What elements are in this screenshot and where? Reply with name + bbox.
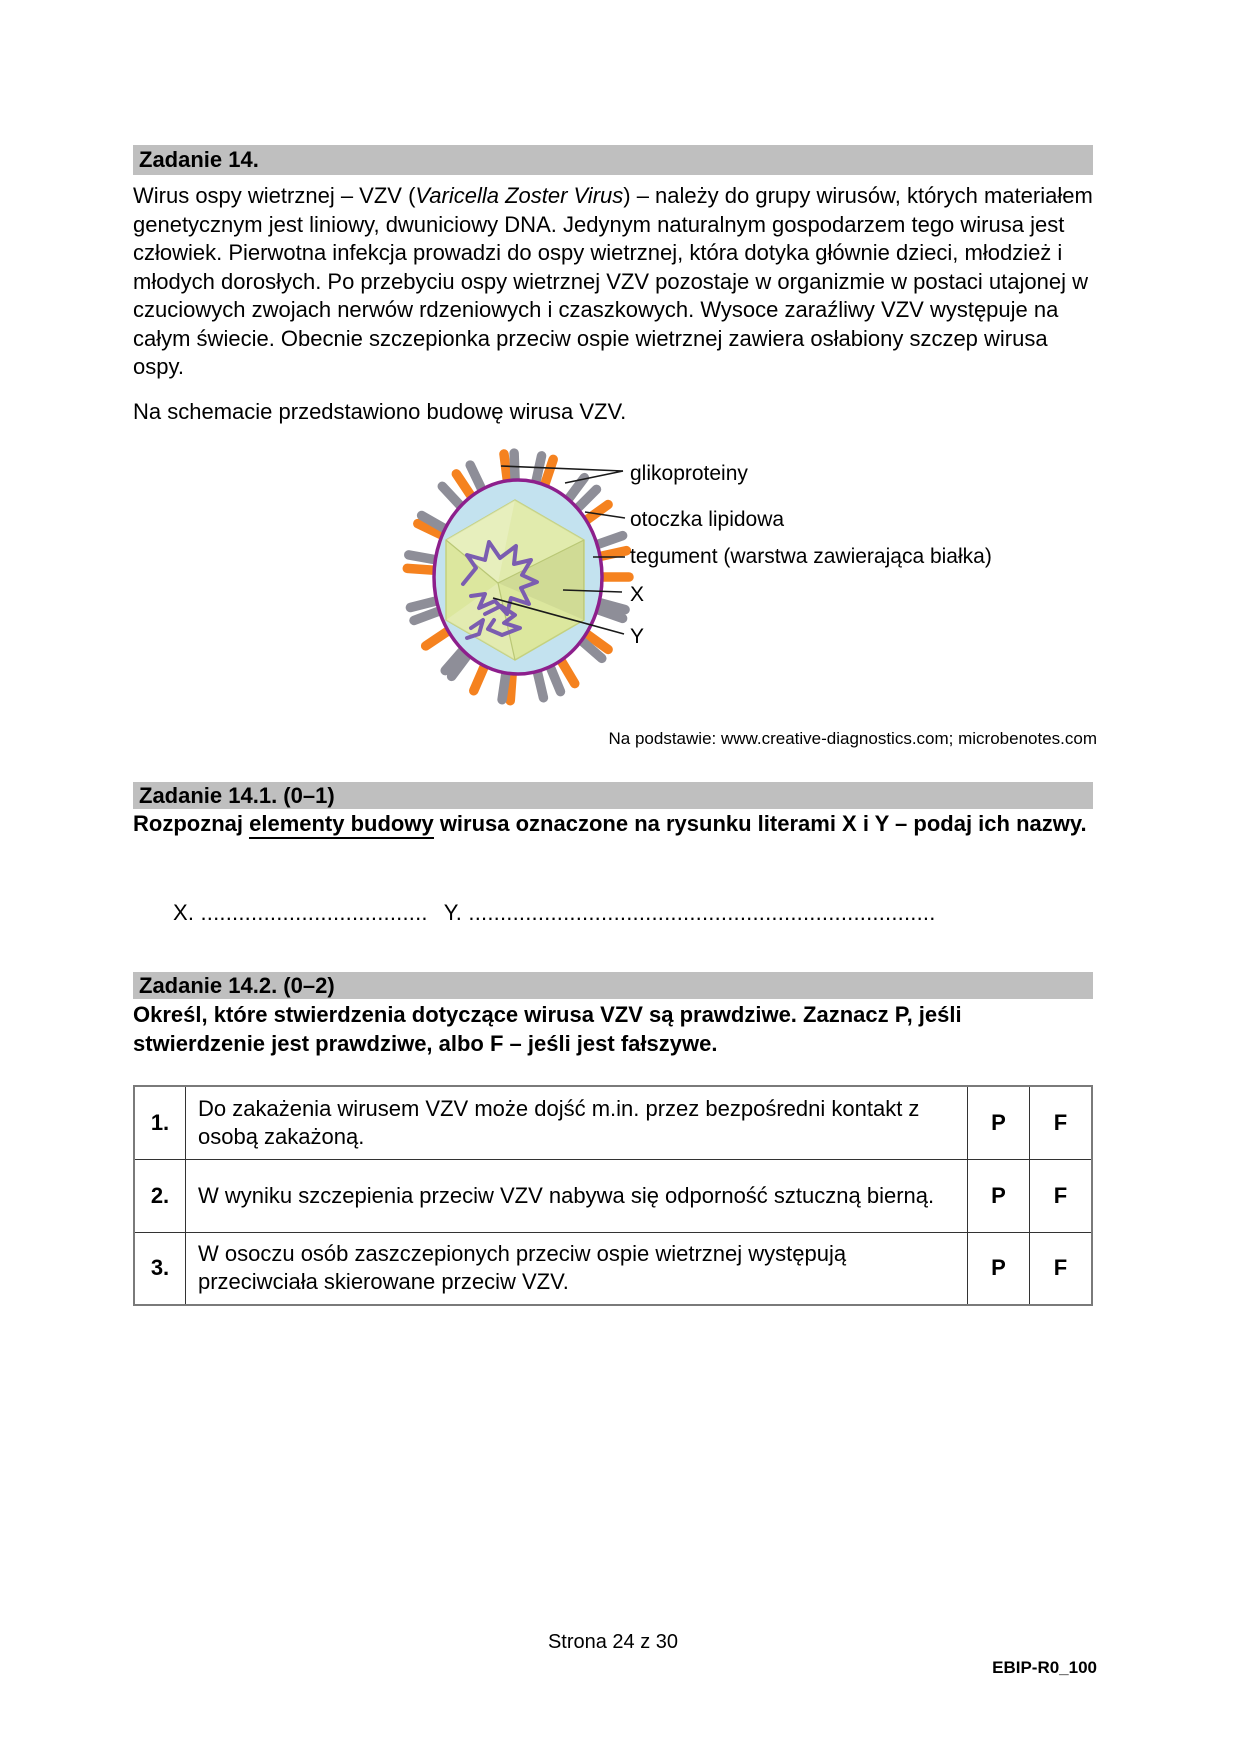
spike-orange <box>474 664 486 691</box>
task141-instruction-underlined: elementy budowy <box>249 811 434 839</box>
intro-text-post: ) – należy do grupy wirusów, których materiałem genetycznym jest liniowy, dwuniciowy DNA. Jedynym naturalnym gospodarzem tego wirusa jest człowiek. Pierwotna infekcja prowadzi do ospy wietrznej, która dotyka głównie dzieci, młodzież i młodych dorosłych. Po przebyciu ospy wietrznej VZV pozostaje w organizmie w postaci utajonej w czuciowych zwojach nerwów rdzeniowych i czaszkowych. Wysoce zaraźliwy VZV występuje na całym świecie. Obecnie szczepionka przeciw ospie wietrznej zawiera osłabiony szczep wirusa ospy. <box>133 183 1093 379</box>
task141-header-bar <box>133 782 1093 809</box>
row-3-number: 3. <box>134 1232 186 1305</box>
answer-line-x[interactable]: X. .................................... <box>173 900 428 925</box>
task14-intro-paragraph <box>133 182 1100 382</box>
spike-orange <box>544 459 553 487</box>
source-attribution: Na podstawie: www.creative-diagnostics.com; microbenotes.com <box>608 729 1097 748</box>
page-number: Strona 24 z 30 <box>547 1631 679 1653</box>
task142-header-bar <box>133 972 1093 999</box>
answer-line-y[interactable]: Y. .......................................................................... <box>443 900 936 925</box>
spike-orange <box>407 568 436 570</box>
virus-diagram <box>133 408 1093 730</box>
task14-header-bar <box>133 145 1093 175</box>
table-row-2 <box>134 1159 1092 1232</box>
task141-instruction <box>133 810 1098 839</box>
spike-gray <box>414 610 441 620</box>
spike-orange <box>456 474 472 498</box>
intro-text-pre: Wirus ospy wietrznej – VZV ( <box>133 183 416 208</box>
spike-gray <box>535 456 541 484</box>
task141-header-label: Zadanie 14.1. (0–1) <box>139 783 335 808</box>
virus-illustration <box>133 408 1093 730</box>
task142-header-label: Zadanie 14.2. (0–2) <box>139 973 335 998</box>
spike-gray <box>537 669 544 697</box>
table-row-1 <box>134 1086 1092 1159</box>
diagram-label-lipid-envelope: otoczka lipidowa <box>630 508 785 531</box>
row-2-p-cell[interactable]: P <box>968 1159 1030 1232</box>
spike-orange <box>504 454 508 483</box>
statements-table <box>133 1085 1093 1306</box>
leader-glycoproteins-2 <box>565 471 623 483</box>
task14-header-label: Zadanie 14. <box>139 147 259 172</box>
spike-gray <box>410 600 438 607</box>
table-row-3 <box>134 1232 1092 1305</box>
spike-orange <box>510 672 512 701</box>
spike-orange <box>426 630 450 646</box>
row-1-p-cell[interactable]: P <box>968 1086 1030 1159</box>
spike-orange <box>598 551 626 557</box>
row-2-number: 2. <box>134 1159 186 1232</box>
row-3-f-cell[interactable]: F <box>1030 1232 1093 1305</box>
spike-gray <box>502 671 506 700</box>
spike-gray <box>442 486 462 507</box>
scheme-caption: Na schemacie przedstawiono budowę wirusa VZV. <box>133 399 627 424</box>
task141-instruction-pre: Rozpoznaj <box>133 811 250 836</box>
diagram-label-x: X <box>630 583 645 606</box>
task141-instruction-post: wirusa oznaczone na rysunku literami X i Y – podaj ich nazwy. <box>433 811 1087 836</box>
spike-gray <box>514 453 515 482</box>
row-3-statement: W osoczu osób zaszczepionych przeciw ospie wietrznej występują przeciwciała skierowane przeciw VZV. <box>186 1232 968 1305</box>
row-1-statement: Do zakażenia wirusem VZV może dojść m.in. przez bezpośredni kontakt z osobą zakażoną. <box>186 1086 968 1159</box>
spike-orange <box>560 659 575 684</box>
diagram-label-glycoproteins: glikoproteiny <box>630 462 748 485</box>
task141-answer-lines <box>173 899 1093 927</box>
spike-gray <box>409 555 438 560</box>
form-code: EBIP-R0_100 <box>992 1658 1097 1677</box>
row-2-f-cell[interactable]: F <box>1030 1159 1093 1232</box>
task142-instruction: Określ, które stwierdzenia dotyczące wirusa VZV są prawdziwe. Zaznacz P, jeśli stwierdzenie jest prawdziwe, albo F – jeśli jest fałszywe. <box>133 1002 962 1056</box>
intro-text-italic: Varicella Zoster Virus <box>415 183 624 208</box>
spike-gray <box>470 465 482 491</box>
row-1-number: 1. <box>134 1086 186 1159</box>
diagram-label-tegument: tegument (warstwa zawierająca białka) <box>630 545 992 568</box>
spike-gray <box>595 536 622 546</box>
row-3-p-cell[interactable]: P <box>968 1232 1030 1305</box>
spike-gray <box>549 665 560 692</box>
row-2-statement: W wyniku szczepienia przeciw VZV nabywa się odporność sztuczną bierną. <box>186 1159 968 1232</box>
row-1-f-cell[interactable]: F <box>1030 1086 1093 1159</box>
diagram-label-y: Y <box>630 625 645 648</box>
